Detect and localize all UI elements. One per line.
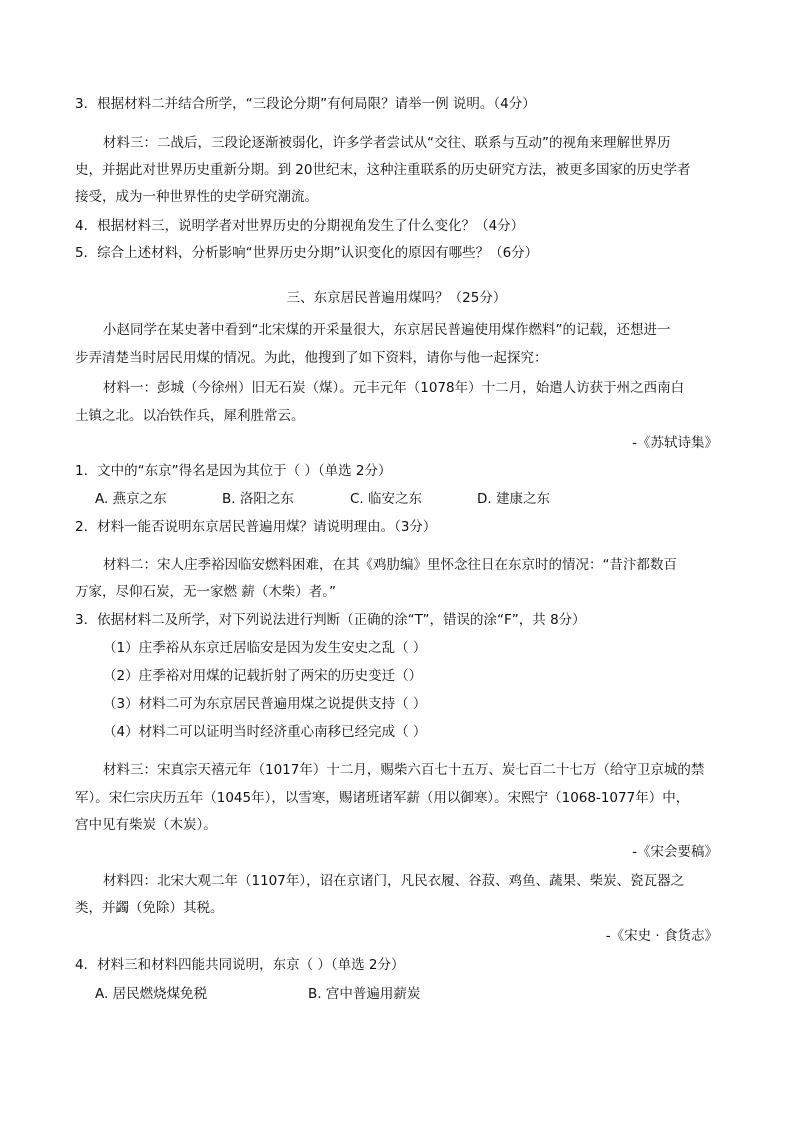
q3-item-1: （1）庄季裕从东京迁居临安是因为发生安史之乱（ ） [103,640,427,656]
material-3-line-1: 材料三：二战后，三段论逐渐被弱化，许多学者尝试从“交往、联系与互动”的视角来理解世界历 [103,135,671,151]
q4-option-a: A. 居民燃烧煤免税 [95,986,208,1002]
q3-item-4: （4）材料二可以证明当时经济重心南移已经完成（ ） [103,724,427,740]
q4-option-b: B. 宫中普遍用薪炭 [308,986,421,1002]
q3-item-3: （3）材料二可为东京居民普遍用煤之说提供支持（ ） [103,696,427,712]
q1-option-d: D. 建康之东 [477,491,550,507]
question-1: 1．文中的“东京”得名是因为其位于（ ）（单选 2分） [75,463,392,479]
material-1-source: -《苏轼诗集》 [632,435,718,451]
material-4-line-2: 类，并蠲（免除）其税。 [75,900,224,916]
material-1-line-2: 土镇之北。以冶铁作兵，犀利胜常云。 [75,408,305,424]
q3-item-2: （2）庄季裕对用煤的记载折射了两宋的历史变迁（） [103,668,423,684]
material-2-line-1: 材料二：宋人庄季裕因临安燃料困难，在其《鸡肋编》里怀念往日在东京时的情况：“昔汴都数百 [103,557,677,573]
question-4: 4．材料三和材料四能共同说明，东京（ ）（单选 2分） [75,957,405,973]
material-3-source: -《宋会要稿》 [632,844,718,860]
material-3-line-2-s3: 军）。宋仁宗庆历五年（1045年），以雪寒，赐诸班诸军薪（用以御寒）。宋熙宁（1068-1077年）中， [75,790,690,806]
material-2-line-2: 万家，尽仰石炭，无一家燃 薪（木柴）者。” [75,584,337,600]
q1-option-c: C. 临安之东 [350,491,423,507]
material-4-source: -《宋史 · 食货志》 [605,928,718,944]
section-3-title: 三、东京居民普遍用煤吗？（25分） [286,290,507,306]
material-3-line-2: 史，并据此对世界历史重新分期。到 20世纪末，这种注重联系的历史研究方法，被更多国家的历史学者 [75,162,691,178]
material-1-line-1: 材料一：彭城（今徐州）旧无石炭（煤）。元丰元年（1078年）十二月，始遣人访获于州之西南白 [103,380,685,396]
question-5-section2: 5．综合上述材料，分析影响“世界历史分期”认识变化的原因有哪些？（6分） [75,245,539,261]
question-4-section2: 4．根据材料三，说明学者对世界历史的分期视角发生了什么变化？（4分） [75,218,525,234]
question-2: 2．材料一能否说明东京居民普遍用煤？请说明理由。（3分） [75,519,437,535]
intro-line-2: 步弄清楚当时居民用煤的情况。为此，他搜到了如下资料，请你与他一起探究： [75,350,548,366]
question-3: 3．依据材料二及所学，对下列说法进行判断（正确的涂“T”，错误的涂“F”，共 8分） [75,612,586,628]
material-3-line-3-s3: 宫中见有柴炭（木炭）。 [75,817,217,833]
q1-option-b: B. 洛阳之东 [222,491,294,507]
material-3-line-3: 接受，成为一种世界性的史学研究潮流。 [75,189,318,205]
q1-option-a: A. 燕京之东 [95,491,167,507]
question-3-section2: 3．根据材料二并结合所学，“三段论分期”有何局限？请举一例 说明。（4分） [75,96,536,112]
material-3-line-1-s3: 材料三：宋真宗天禧元年（1017年）十二月，赐柴六百七十五万、炭七百二十七万（给守卫京城的禁 [103,762,705,778]
material-4-line-1: 材料四：北宋大观二年（1107年），诏在京诸门，凡民衣履、谷菽、鸡鱼、蔬果、柴炭、瓷瓦器之 [103,873,685,889]
intro-line-1: 小赵同学在某史著中看到“北宋煤的开采量很大，东京居民普遍使用煤作燃料”的记载，还想进一 [103,322,671,338]
